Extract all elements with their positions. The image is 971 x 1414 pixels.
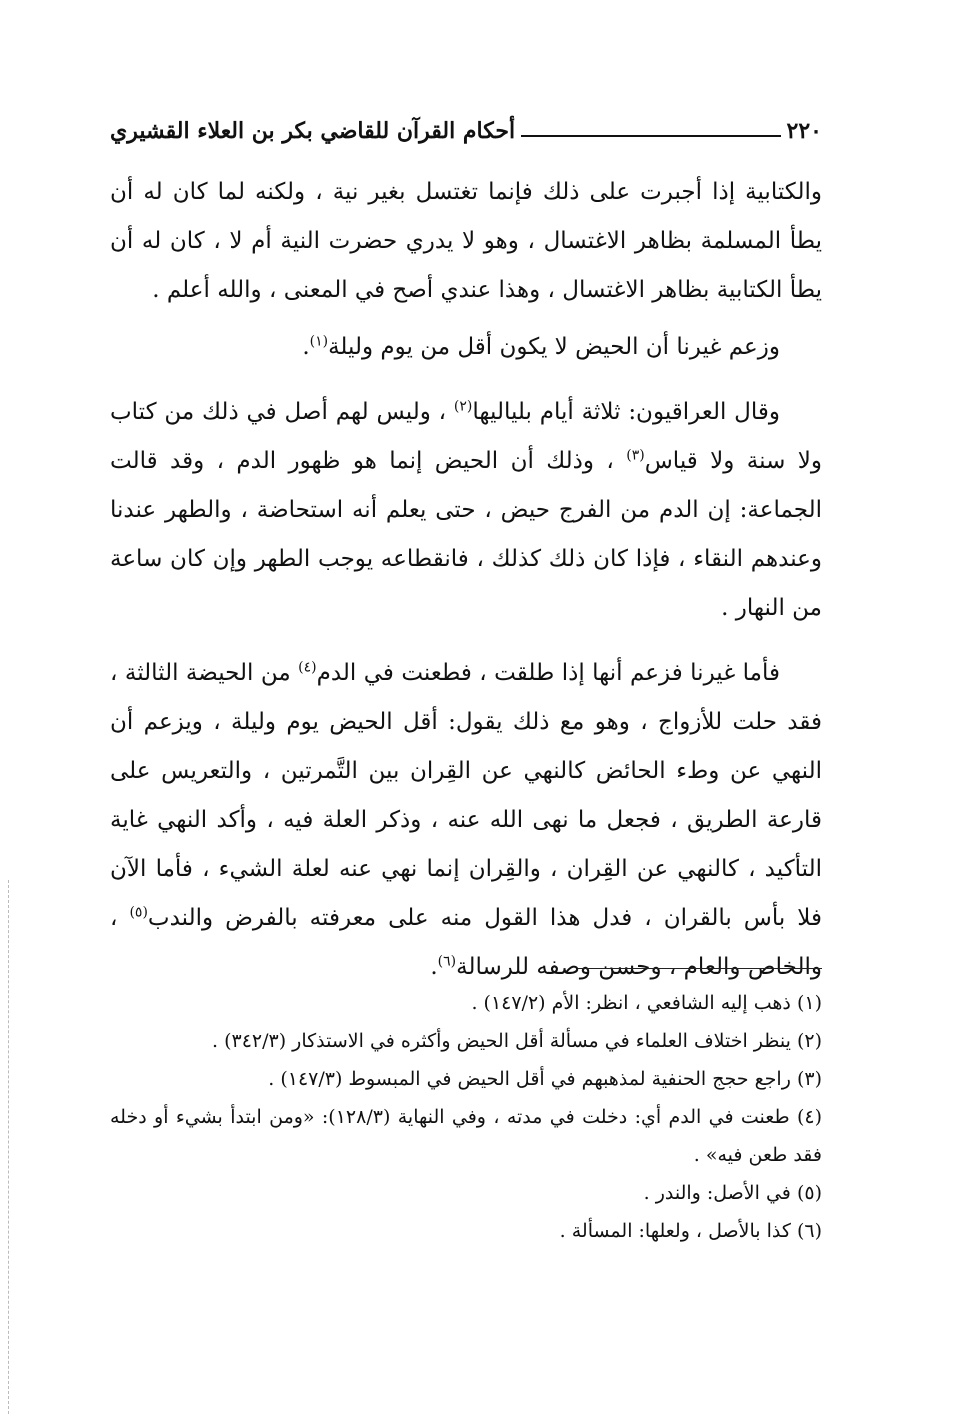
text-run: ، وليس لهم أصل في ذلك من كتاب ولا سنة ولا قياس [110,399,822,474]
footnote-text: ذهب إليه الشافعي ، انظر: الأم (١٤٧/٢) . [471,992,791,1014]
footnote-number: (١) [796,992,822,1014]
footnote-ref: (١) [309,333,329,350]
footnote-separator [578,968,822,969]
text-run: وقال العراقيون: ثلاثة أيام بلياليها [472,399,780,425]
footnote-item [110,1060,822,1098]
footnote-text: كذا بالأصل ، ولعلها: المسألة . [559,1220,791,1242]
footnote-text: ينظر اختلاف العلماء في مسألة أقل الحيض وأكثره في الاستذكار (٣٤٢/٣) . [211,1030,791,1052]
page-number: ٢٢٠ [786,118,822,144]
footnote-ref: (٥) [129,904,148,921]
footnote-item [110,1098,822,1174]
text-run: ، وذلك أن الحيض إنما هو ظهور الدم ، وقد قالت الجماعة: إن الدم من الفرج حيض ، حتى يعلم أنه استحاضة ، والطهر عندنا وعندهم النقاء ، فإذا كان ذلك كذلك ، فانقطاعه يوجب الطهر وإن كان ساعة من النهار . [110,448,822,621]
running-header [110,104,822,144]
footnote-text: طعنت في الدم أي: دخلت في مدته ، وفي النهاية (١٢٨/٣): «ومن ابتدأ بشيء أو دخله فقد طعن فيه» . [110,1106,822,1166]
footnote-number: (٥) [796,1182,822,1204]
text-run: . [302,334,310,360]
scan-margin-marks [8,880,9,1414]
paragraph [110,168,822,315]
footnote-ref: (٤) [298,659,317,676]
main-text [110,168,822,992]
text-run: وزعم غيرنا أن الحيض لا يكون أقل من يوم وليلة [328,334,780,360]
footnote-ref: (٦) [437,953,457,970]
header-rule [521,135,780,137]
footnote-item [110,1022,822,1060]
footnote-item [110,1174,822,1212]
running-title: أحكام القرآن للقاضي بكر بن العلاء القشيري [110,118,516,144]
footnotes [110,984,822,1250]
paragraph [110,388,822,633]
text-run: فأما غيرنا فزعم أنها إذا طلقت ، فطعنت في الدم [316,660,780,686]
footnote-item [110,1212,822,1250]
footnote-number: (٣) [796,1068,822,1090]
footnote-item [110,984,822,1022]
footnote-text: راجع حجج الحنفية لمذهبهم في أقل الحيض في المبسوط (١٤٧/٣) . [268,1068,791,1090]
footnote-number: (٦) [796,1220,822,1242]
paragraph [110,323,822,372]
text-run: والكتابية إذا أجبرت على ذلك فإنما تغتسل بغير نية ، ولكنه لما كان له أن يطأ المسلمة بظاهر الاغتسال ، وهو لا يدري حضرت النية أم لا ، كان له أن يطأ الكتابية بظاهر الاغتسال ، وهذا عندي أصح في المعنى ، والله أعلم . [110,179,822,303]
footnote-text: في الأصل: والندر . [643,1182,791,1204]
text-run: . [430,954,438,980]
footnote-number: (٢) [796,1030,822,1052]
text-run: من الحيضة الثالثة ، فقد حلت للأزواج ، وهو مع ذلك يقول: أقل الحيض يوم وليلة ، ويزعم أن النهي عن وطء الحائض كالنهي عن القِران بين التَّمرتين ، والتعريس على قارعة الطريق ، فجعل ما نهى الله عنه ، وذكر العلة فيه ، وأكد النهي غاية التأكيد ، كالنهي عن القِران ، والقِران إنما نهي عنه لعلة الشيء ، فأما الآن فلا بأس بالقران ، فدل هذا القول منه على معرفته بالفرض والندب [110,660,822,931]
paragraph [110,649,822,992]
footnote-ref: (٣) [626,447,645,464]
text-run: ، والخاص والعام ، وحسن وصفه للرسالة [110,905,822,980]
footnote-ref: (٢) [453,398,473,415]
footnote-number: (٤) [796,1106,822,1128]
